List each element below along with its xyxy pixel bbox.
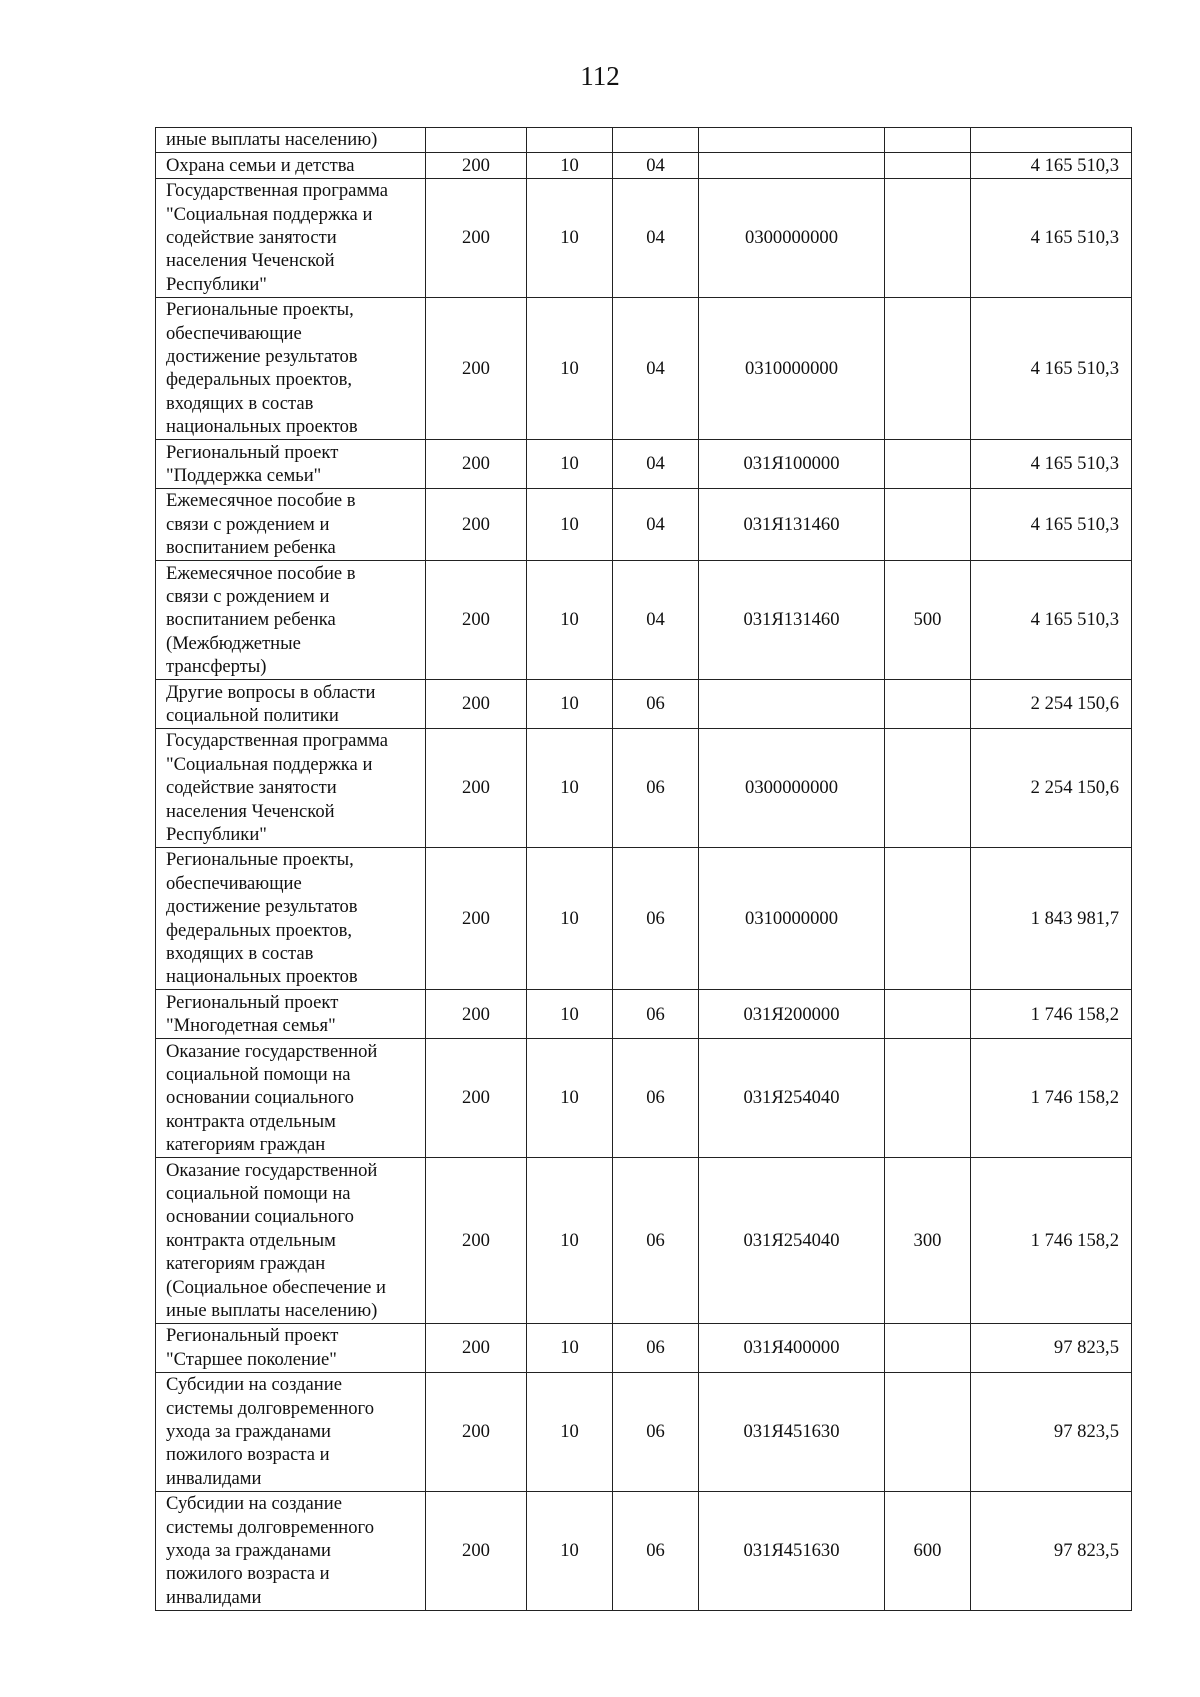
table-row bbox=[156, 297, 1132, 439]
amount-cell: 4 165 510,3 bbox=[971, 440, 1132, 489]
amount-cell bbox=[971, 128, 1132, 153]
program-code-cell: 031Я451630 bbox=[699, 1491, 885, 1610]
section-code-cell: 10 bbox=[527, 297, 613, 439]
table-row bbox=[156, 440, 1132, 489]
ministry-code-cell: 200 bbox=[426, 680, 527, 729]
ministry-code-cell: 200 bbox=[426, 1039, 527, 1158]
section-code-cell: 10 bbox=[527, 1323, 613, 1372]
subsection-code-cell: 06 bbox=[613, 990, 699, 1039]
section-code-cell: 10 bbox=[527, 1039, 613, 1158]
subsection-code-cell: 06 bbox=[613, 1372, 699, 1491]
item-name-line: Оказание государственной bbox=[166, 1040, 378, 1062]
section-code-cell bbox=[527, 128, 613, 153]
table-row bbox=[156, 128, 1132, 153]
item-name-cell bbox=[156, 488, 426, 560]
program-code-cell: 031Я451630 bbox=[699, 1372, 885, 1491]
expense-type-cell bbox=[885, 153, 971, 178]
ministry-code-cell: 200 bbox=[426, 990, 527, 1039]
ministry-code-cell: 200 bbox=[426, 847, 527, 989]
expense-type-cell bbox=[885, 488, 971, 560]
item-name-line: системы долговременного bbox=[166, 1516, 374, 1538]
table-row bbox=[156, 728, 1132, 847]
item-name-line: инвалидами bbox=[166, 1467, 262, 1489]
item-name-line: воспитанием ребенка bbox=[166, 537, 336, 559]
item-name-line: Республики" bbox=[166, 273, 267, 295]
ministry-code-cell: 200 bbox=[426, 1491, 527, 1610]
subsection-code-cell bbox=[613, 128, 699, 153]
item-name-line: контракта отдельным bbox=[166, 1110, 336, 1132]
section-code-cell: 10 bbox=[527, 728, 613, 847]
item-name-line: категориям граждан bbox=[166, 1134, 326, 1156]
amount-cell: 4 165 510,3 bbox=[971, 153, 1132, 178]
item-name-cell bbox=[156, 1323, 426, 1372]
item-name-line: категориям граждан bbox=[166, 1253, 326, 1275]
item-name-line: обеспечивающие bbox=[166, 322, 302, 344]
item-name-line: федеральных проектов, bbox=[166, 919, 353, 941]
item-name-line: населения Чеченской bbox=[166, 800, 335, 822]
section-code-cell: 10 bbox=[527, 178, 613, 297]
item-name-line: "Социальная поддержка и bbox=[166, 203, 373, 225]
item-name-line: основании социального bbox=[166, 1087, 354, 1109]
ministry-code-cell: 200 bbox=[426, 1158, 527, 1324]
item-name-line: связи с рождением и bbox=[166, 586, 330, 608]
ministry-code-cell: 200 bbox=[426, 561, 527, 680]
ministry-code-cell: 200 bbox=[426, 1323, 527, 1372]
ministry-code-cell bbox=[426, 128, 527, 153]
ministry-code-cell: 200 bbox=[426, 297, 527, 439]
section-code-cell: 10 bbox=[527, 440, 613, 489]
item-name-line: "Поддержка семьи" bbox=[166, 465, 322, 487]
subsection-code-cell: 04 bbox=[613, 440, 699, 489]
item-name-cell bbox=[156, 153, 426, 178]
section-code-cell: 10 bbox=[527, 153, 613, 178]
item-name-line: контракта отдельным bbox=[166, 1229, 336, 1251]
subsection-code-cell: 04 bbox=[613, 153, 699, 178]
item-name-cell bbox=[156, 1372, 426, 1491]
table-row bbox=[156, 847, 1132, 989]
program-code-cell: 031Я131460 bbox=[699, 561, 885, 680]
item-name-line: Государственная программа bbox=[166, 180, 389, 202]
item-name-line: Региональный проект bbox=[166, 1325, 339, 1347]
amount-cell: 1 746 158,2 bbox=[971, 1158, 1132, 1324]
item-name-line: Охрана семьи и детства bbox=[166, 154, 355, 176]
item-name-line: Субсидии на создание bbox=[166, 1493, 342, 1515]
amount-cell: 1 746 158,2 bbox=[971, 1039, 1132, 1158]
item-name-line: входящих в состав bbox=[166, 943, 314, 965]
amount-cell: 1 746 158,2 bbox=[971, 990, 1132, 1039]
table-body bbox=[156, 128, 1132, 1611]
program-code-cell: 0300000000 bbox=[699, 728, 885, 847]
expense-type-cell bbox=[885, 1323, 971, 1372]
ministry-code-cell: 200 bbox=[426, 178, 527, 297]
item-name-line: иные выплаты населению) bbox=[166, 129, 378, 151]
amount-cell: 97 823,5 bbox=[971, 1323, 1132, 1372]
expense-type-cell bbox=[885, 1039, 971, 1158]
subsection-code-cell: 06 bbox=[613, 847, 699, 989]
amount-cell: 4 165 510,3 bbox=[971, 488, 1132, 560]
item-name-line: инвалидами bbox=[166, 1586, 262, 1608]
program-code-cell: 031Я200000 bbox=[699, 990, 885, 1039]
ministry-code-cell: 200 bbox=[426, 728, 527, 847]
ministry-code-cell: 200 bbox=[426, 153, 527, 178]
subsection-code-cell: 04 bbox=[613, 178, 699, 297]
item-name-line: входящих в состав bbox=[166, 392, 314, 414]
item-name-line: достижение результатов bbox=[166, 896, 358, 918]
subsection-code-cell: 04 bbox=[613, 488, 699, 560]
item-name-cell bbox=[156, 178, 426, 297]
item-name-line: федеральных проектов, bbox=[166, 369, 353, 391]
program-code-cell: 031Я254040 bbox=[699, 1158, 885, 1324]
program-code-cell: 031Я100000 bbox=[699, 440, 885, 489]
program-code-cell bbox=[699, 680, 885, 729]
item-name-cell bbox=[156, 847, 426, 989]
page-number: 112 bbox=[580, 61, 620, 91]
section-code-cell: 10 bbox=[527, 488, 613, 560]
subsection-code-cell: 06 bbox=[613, 1323, 699, 1372]
item-name-line: Ежемесячное пособие в bbox=[166, 490, 356, 512]
item-name-line: трансферты) bbox=[166, 656, 267, 678]
program-code-cell: 031Я254040 bbox=[699, 1039, 885, 1158]
expense-type-cell bbox=[885, 297, 971, 439]
item-name-line: Региональный проект bbox=[166, 441, 339, 463]
item-name-line: обеспечивающие bbox=[166, 872, 302, 894]
item-name-cell bbox=[156, 1039, 426, 1158]
item-name-line: населения Чеченской bbox=[166, 250, 335, 272]
amount-cell: 97 823,5 bbox=[971, 1491, 1132, 1610]
program-code-cell: 031Я131460 bbox=[699, 488, 885, 560]
expense-type-cell bbox=[885, 178, 971, 297]
expense-type-cell bbox=[885, 440, 971, 489]
item-name-line: достижение результатов bbox=[166, 346, 358, 368]
item-name-cell bbox=[156, 561, 426, 680]
item-name-line: пожилого возраста и bbox=[166, 1563, 330, 1585]
table-row bbox=[156, 1491, 1132, 1610]
item-name-line: связи с рождением и bbox=[166, 513, 330, 535]
item-name-line: содействие занятости bbox=[166, 227, 337, 249]
expense-type-cell: 500 bbox=[885, 561, 971, 680]
subsection-code-cell: 04 bbox=[613, 561, 699, 680]
subsection-code-cell: 06 bbox=[613, 1039, 699, 1158]
item-name-line: Республики" bbox=[166, 824, 267, 846]
item-name-line: Субсидии на создание bbox=[166, 1374, 342, 1396]
expense-type-cell bbox=[885, 990, 971, 1039]
expense-type-cell bbox=[885, 128, 971, 153]
table-row bbox=[156, 153, 1132, 178]
expense-type-cell bbox=[885, 680, 971, 729]
program-code-cell: 0310000000 bbox=[699, 847, 885, 989]
item-name-line: "Социальная поддержка и bbox=[166, 753, 373, 775]
item-name-line: социальной помощи на bbox=[166, 1183, 351, 1205]
item-name-line: Региональные проекты, bbox=[166, 299, 354, 321]
section-code-cell: 10 bbox=[527, 680, 613, 729]
program-code-cell: 0310000000 bbox=[699, 297, 885, 439]
item-name-line: национальных проектов bbox=[166, 416, 358, 438]
table-row bbox=[156, 561, 1132, 680]
section-code-cell: 10 bbox=[527, 847, 613, 989]
item-name-cell bbox=[156, 1158, 426, 1324]
amount-cell: 1 843 981,7 bbox=[971, 847, 1132, 989]
program-code-cell bbox=[699, 153, 885, 178]
amount-cell: 2 254 150,6 bbox=[971, 680, 1132, 729]
item-name-line: пожилого возраста и bbox=[166, 1444, 330, 1466]
item-name-line: "Старшее поколение" bbox=[166, 1348, 337, 1370]
table-row bbox=[156, 680, 1132, 729]
item-name-line: воспитанием ребенка bbox=[166, 609, 336, 631]
item-name-line: Другие вопросы в области bbox=[166, 681, 376, 703]
item-name-line: Ежемесячное пособие в bbox=[166, 562, 356, 584]
amount-cell: 4 165 510,3 bbox=[971, 297, 1132, 439]
item-name-line: "Многодетная семья" bbox=[166, 1015, 336, 1037]
subsection-code-cell: 06 bbox=[613, 680, 699, 729]
section-code-cell: 10 bbox=[527, 990, 613, 1039]
table-row bbox=[156, 1158, 1132, 1324]
table-row bbox=[156, 1039, 1132, 1158]
item-name-line: социальной помощи на bbox=[166, 1064, 351, 1086]
section-code-cell: 10 bbox=[527, 1372, 613, 1491]
expense-type-cell: 300 bbox=[885, 1158, 971, 1324]
ministry-code-cell: 200 bbox=[426, 1372, 527, 1491]
subsection-code-cell: 04 bbox=[613, 297, 699, 439]
expense-type-cell bbox=[885, 728, 971, 847]
item-name-line: ухода за гражданами bbox=[166, 1421, 331, 1443]
ministry-code-cell: 200 bbox=[426, 488, 527, 560]
program-code-cell: 031Я400000 bbox=[699, 1323, 885, 1372]
subsection-code-cell: 06 bbox=[613, 1491, 699, 1610]
item-name-cell bbox=[156, 728, 426, 847]
item-name-line: содействие занятости bbox=[166, 777, 337, 799]
section-code-cell: 10 bbox=[527, 561, 613, 680]
item-name-line: иные выплаты населению) bbox=[166, 1300, 378, 1322]
table-row bbox=[156, 990, 1132, 1039]
amount-cell: 2 254 150,6 bbox=[971, 728, 1132, 847]
item-name-cell bbox=[156, 680, 426, 729]
section-code-cell: 10 bbox=[527, 1158, 613, 1324]
amount-cell: 4 165 510,3 bbox=[971, 561, 1132, 680]
item-name-line: основании социального bbox=[166, 1206, 354, 1228]
program-code-cell bbox=[699, 128, 885, 153]
item-name-line: Региональный проект bbox=[166, 991, 339, 1013]
table-row bbox=[156, 178, 1132, 297]
item-name-cell bbox=[156, 297, 426, 439]
item-name-cell bbox=[156, 990, 426, 1039]
section-code-cell: 10 bbox=[527, 1491, 613, 1610]
subsection-code-cell: 06 bbox=[613, 1158, 699, 1324]
table-row bbox=[156, 488, 1132, 560]
program-code-cell: 0300000000 bbox=[699, 178, 885, 297]
expense-type-cell bbox=[885, 1372, 971, 1491]
item-name-cell bbox=[156, 128, 426, 153]
item-name-line: Оказание государственной bbox=[166, 1159, 378, 1181]
item-name-line: ухода за гражданами bbox=[166, 1540, 331, 1562]
item-name-line: Государственная программа bbox=[166, 730, 389, 752]
subsection-code-cell: 06 bbox=[613, 728, 699, 847]
table-row bbox=[156, 1372, 1132, 1491]
ministry-code-cell: 200 bbox=[426, 440, 527, 489]
item-name-line: (Межбюджетные bbox=[166, 632, 301, 654]
item-name-line: системы долговременного bbox=[166, 1397, 374, 1419]
amount-cell: 4 165 510,3 bbox=[971, 178, 1132, 297]
table-row bbox=[156, 1323, 1132, 1372]
item-name-cell bbox=[156, 1491, 426, 1610]
expense-type-cell bbox=[885, 847, 971, 989]
expense-type-cell: 600 bbox=[885, 1491, 971, 1610]
item-name-line: Региональные проекты, bbox=[166, 849, 354, 871]
amount-cell: 97 823,5 bbox=[971, 1372, 1132, 1491]
item-name-line: национальных проектов bbox=[166, 966, 358, 988]
item-name-line: (Социальное обеспечение и bbox=[166, 1276, 386, 1298]
item-name-cell bbox=[156, 440, 426, 489]
budget-table bbox=[155, 127, 1132, 1611]
item-name-line: социальной политики bbox=[166, 705, 339, 727]
